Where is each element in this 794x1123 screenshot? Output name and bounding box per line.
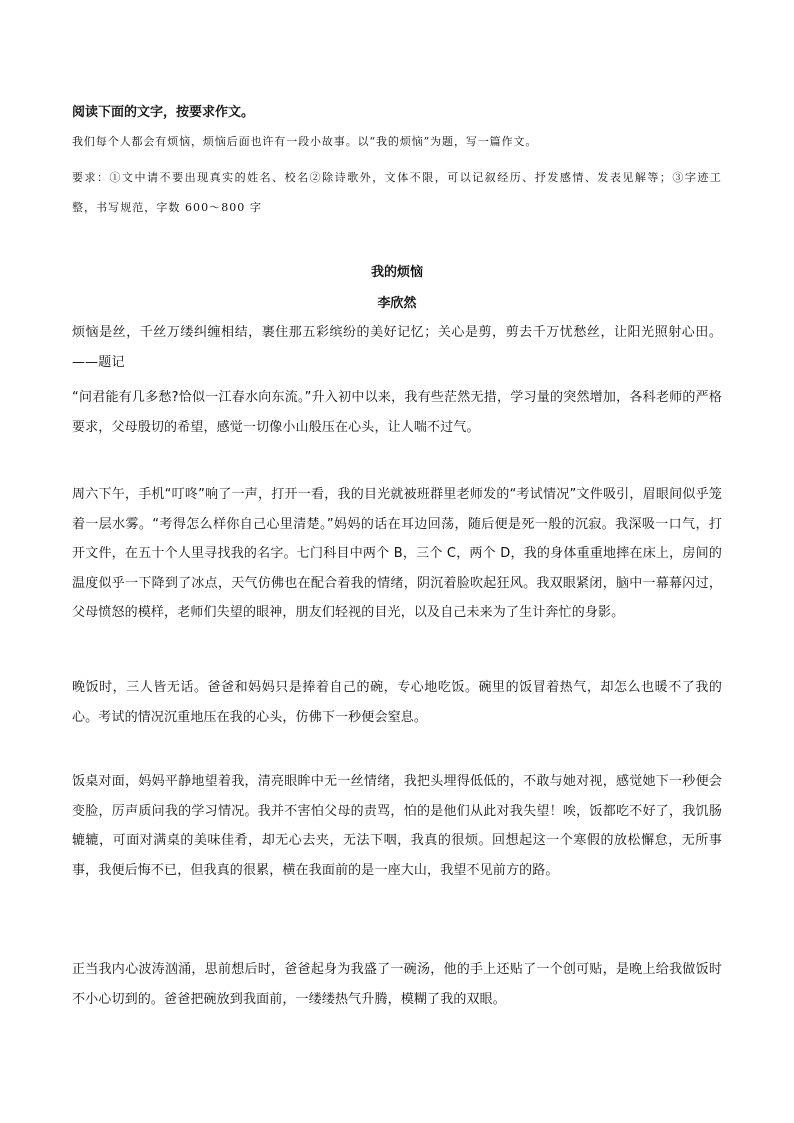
essay-paragraph: 晚饭时，三人皆无话。爸爸和妈妈只是捧着自己的碗，专心地吃饭。碗里的饭冒着热气，却怎么也暖不了我的心。考试的情况沉重地压在我的心头，仿佛下一秒便会窒息。 [72,680,722,725]
prompt-heading: 阅读下面的文字，按要求作文。 [72,105,255,120]
essay-author: 李欣然 [377,296,417,311]
essay-paragraph: 饭桌对面，妈妈平静地望着我，清亮眼眸中无一丝情绪，我把头埋得低低的，不敢与她对视，感觉她下一秒便会变脸，厉声质问我的学习情况。我并不害怕父母的责骂，怕的是他们从此对我失望！唉，饭都吃不好了，我饥肠辘辘，可面对满桌的美味佳肴，却无心去夹，无法下咽，我真的很烦。回想起这一个寒假的放松懈怠，无所事事，我便后悔不已，但我真的很累，横在我面前的是一座大山，我望不见前方的路。 [72,774,722,878]
prompt-intro: 我们每个人都会有烦恼，烦恼后面也许有一段小故事。以“我的烦恼”为题，写一篇作文。 [72,135,538,148]
essay-title: 我的烦恼 [370,265,423,280]
essay-paragraph: 正当我内心波涛汹涌，思前想后时，爸爸起身为我盛了一碗汤，他的手上还贴了一个创可贴，是晚上给我做饭时不小心切到的。爸爸把碗放到我面前，一缕缕热气升腾，模糊了我的双眼。 [72,962,722,1007]
essay-paragraph: 周六下午，手机“叮咚”响了一声，打开一看，我的目光就被班群里老师发的“考试情况”文件吸引，眉眼间似乎笼着一层水雾。“考得怎么样你自己心里清楚。”妈妈的话在耳边回荡，随后便是死一般的沉寂。我深吸一口气，打开文件，在五十个人里寻找我的名字。七门科目中两个 B，三个 C，两个 D，我的身体重重地摔在床上，房间的温度似乎一下降到了冰点，天气仿佛也在配合着我的情绪，阴沉着脸吹起狂风。我双眼紧闭，脑中一幕幕闪过，父母愤怒的模样，老师们失望的眼神，朋友们轻视的目光，以及自己未来为了生计奔忙的身影。 [72,487,722,620]
prompt-requirements: 要求：①文中请不要出现真实的姓名、校名②除诗歌外，文体不限，可以记叙经历、抒发感情、发表见解等；③字迹工整，书写规范，字数 600～800 字 [72,171,722,214]
essay-paragraph: “问君能有几多愁?恰似一江春水向东流。”升入初中以来，我有些茫然无措，学习量的突然增加，各科老师的严格要求，父母殷切的希望，感觉一切像小山般压在心头，让人喘不过气。 [72,390,722,435]
essay-paragraph-epigraph: 烦恼是丝，千丝万缕纠缠相结，裹住那五彩缤纷的美好记忆；关心是剪，剪去千万忧愁丝，让阳光照射心田。——题记 [72,325,722,370]
